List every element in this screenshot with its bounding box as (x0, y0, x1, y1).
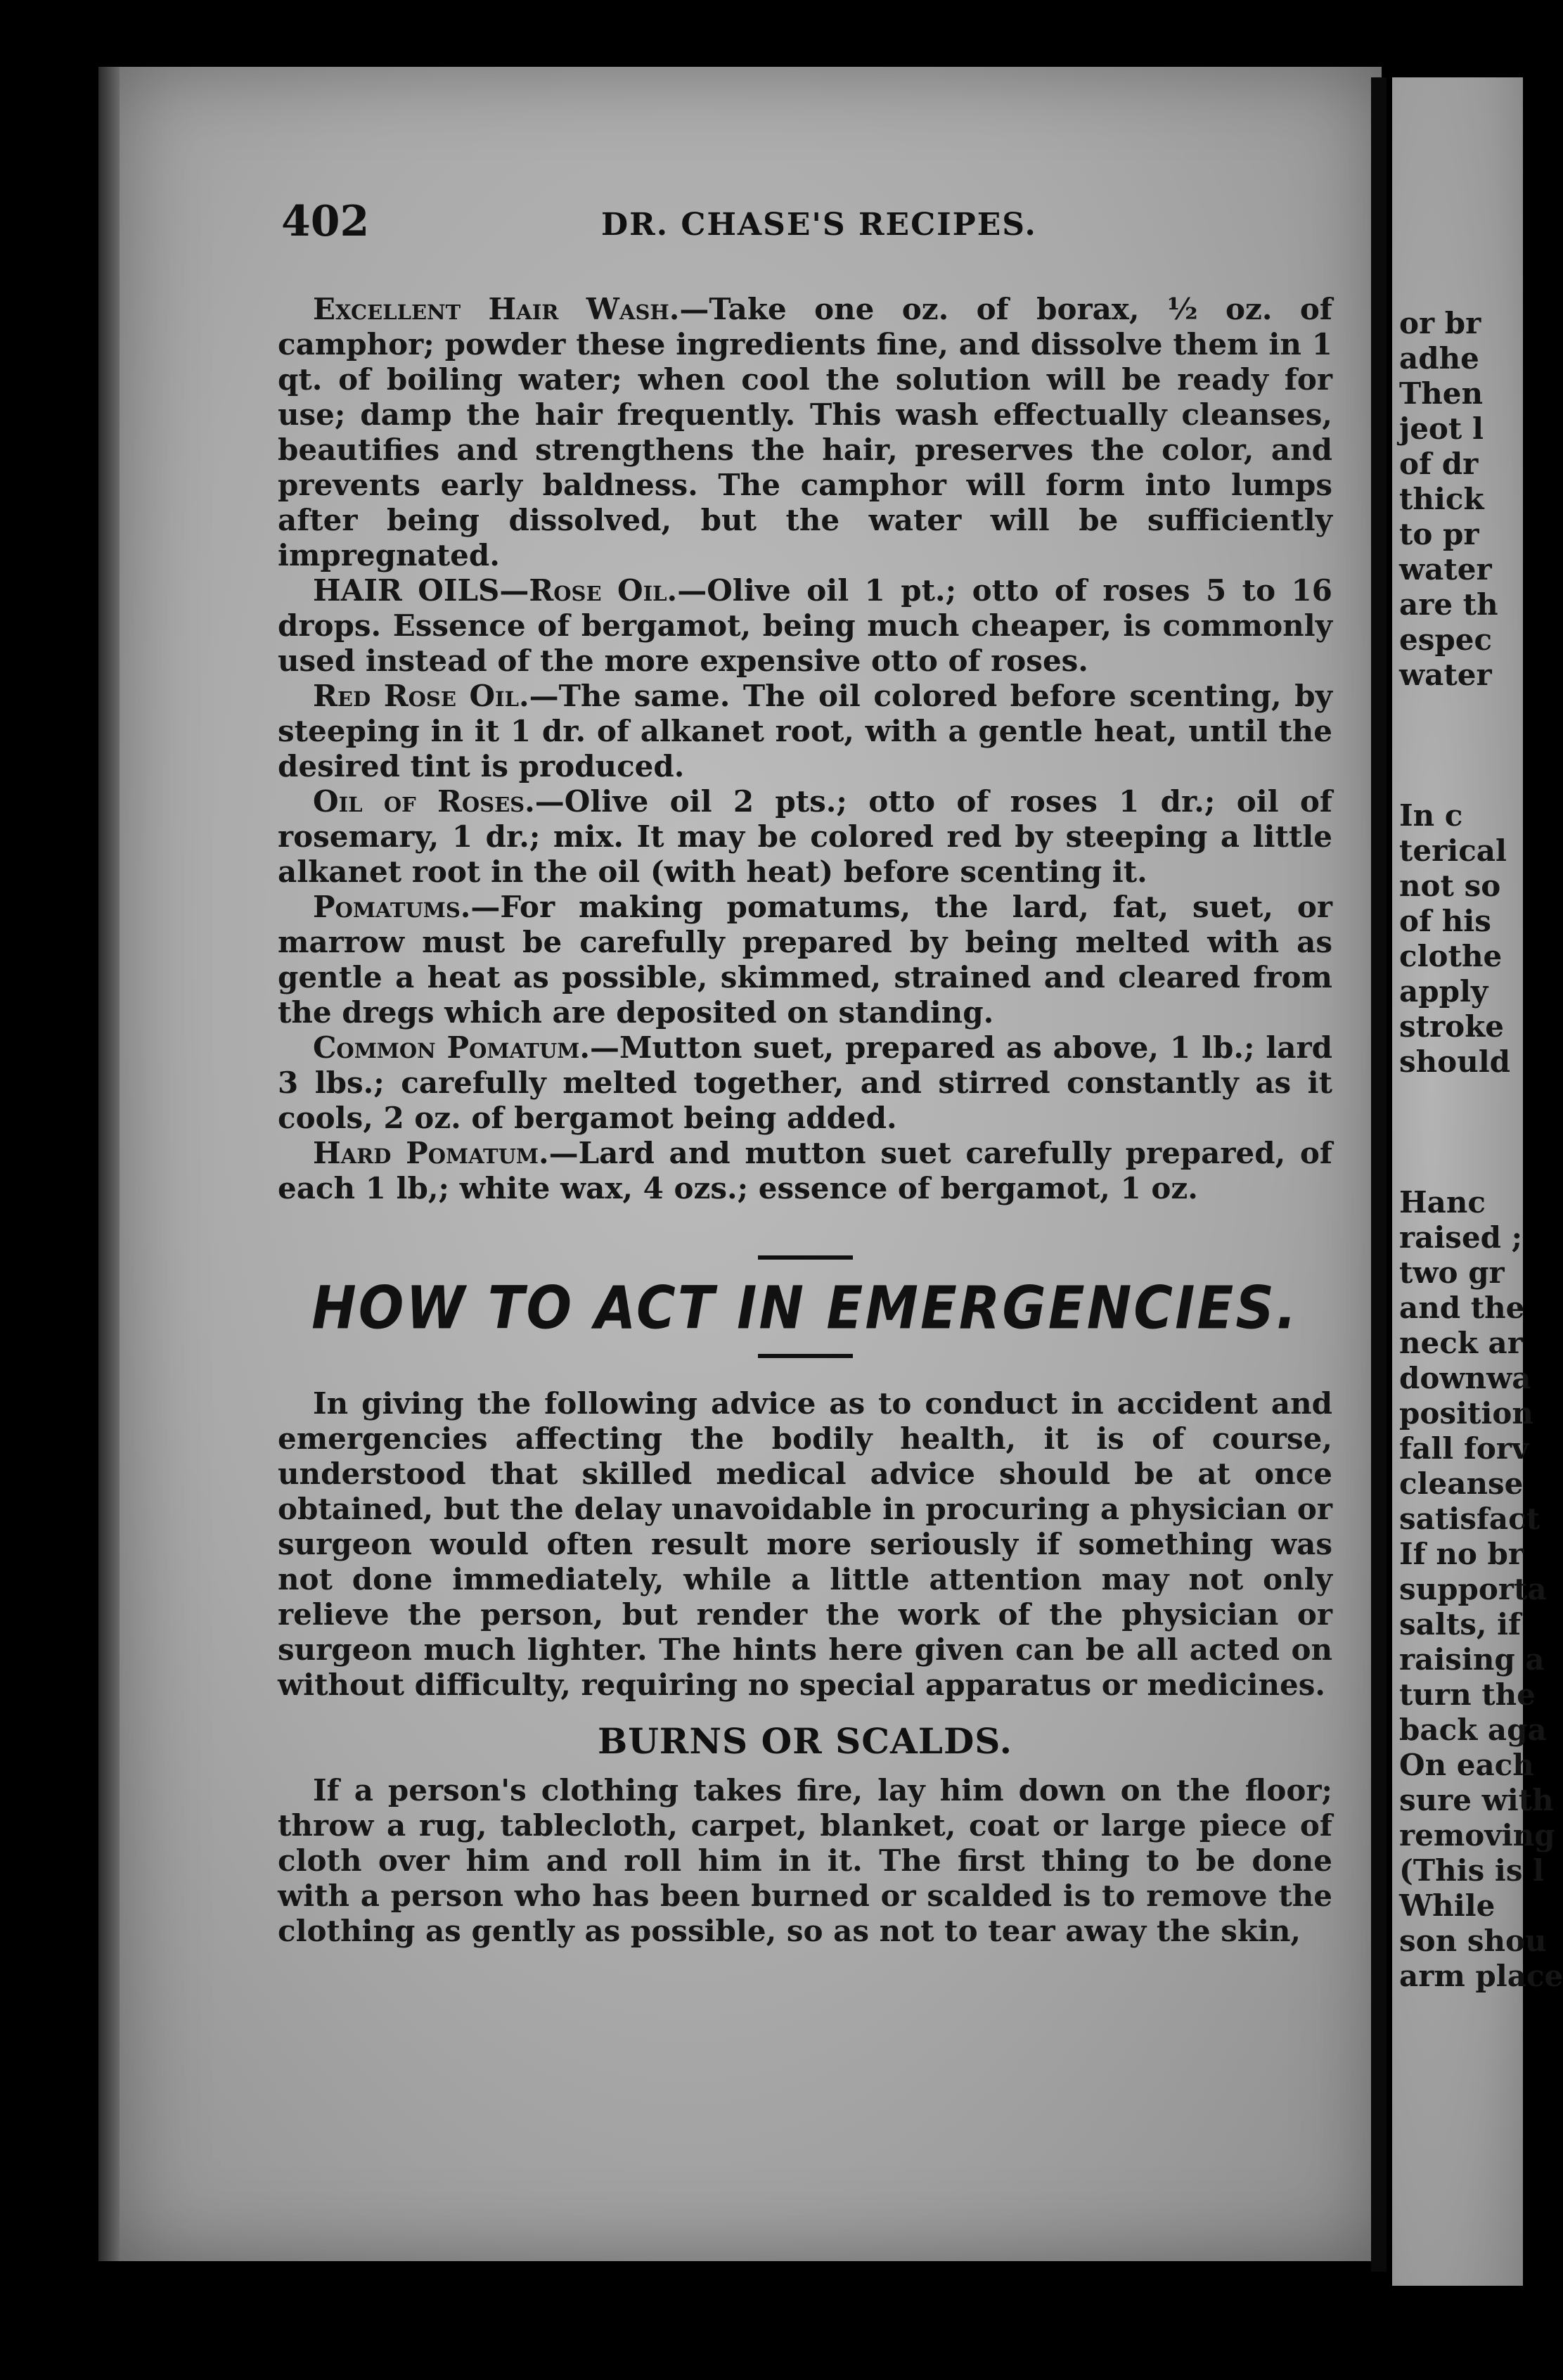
adjacent-line: Then (1399, 376, 1484, 411)
adjacent-line (1399, 693, 1523, 728)
recipe-paragraph (278, 890, 1332, 1030)
recipe-title: Red Rose Oil. (313, 679, 529, 713)
recipe-text: —The same. The oil colored before scenting, by steeping in it 1 dr. of alkanet root, with a gentle heat, until the desired tint is produced. (278, 679, 1332, 783)
adjacent-line: On each (1399, 1748, 1534, 1782)
adjacent-line (1399, 1080, 1523, 1115)
section-rule-top (758, 1255, 853, 1260)
adjacent-line: should (1399, 1044, 1511, 1079)
recipe-title: Hard Pomatum. (313, 1136, 549, 1170)
adjacent-line: of dr (1399, 447, 1479, 481)
adjacent-line: sure with (1399, 1783, 1554, 1817)
adjacent-line: cleanse (1399, 1466, 1524, 1501)
adjacent-line: jeot l (1399, 411, 1484, 446)
adjacent-line: are th (1399, 587, 1498, 622)
adjacent-line: neck ar (1399, 1326, 1523, 1360)
adjacent-line: In c (1399, 798, 1463, 833)
adjacent-line: While (1399, 1888, 1496, 1923)
adjacent-line: clothe (1399, 939, 1503, 973)
adjacent-line: adhe (1399, 341, 1479, 376)
page-body (278, 292, 1332, 1949)
recipe-text: —For making pomatums, the lard, fat, suet, or marrow must be carefully prepared by being melted with as gentle a heat as possible, skimmed, strained and cleared from the dregs which are deposited on standing. (278, 890, 1332, 1030)
recipe-paragraph (278, 1136, 1332, 1206)
adjacent-line: removing (1399, 1818, 1555, 1853)
recipe-paragraph (278, 679, 1332, 784)
recipe-text: —Take one oz. of borax, ½ oz. of camphor; powder these ingredients fine, and dissolve them in 1 qt. of boiling water; when cool the solution will be ready for use; damp the hair frequently. This wash effectually cleanses, beautifies and strengthens the hair, preserves the color, and prevents early baldness. The camphor will form into lumps after being dissolved, but the water will be sufficiently impregnated. (278, 292, 1332, 572)
adjacent-line: If no br (1399, 1537, 1524, 1571)
recipe-text: —Olive oil 2 pts.; otto of roses 1 dr.; oil of rosemary, 1 dr.; mix. It may be colored red by steeping a little alkanet root in the oil (with heat) before scenting it. (278, 784, 1332, 889)
adjacent-line (1399, 763, 1523, 798)
adjacent-line: (This is l (1399, 1853, 1545, 1888)
section-subheading: BURNS OR SCALDS. (597, 1720, 1013, 1762)
adjacent-line (1399, 1150, 1523, 1185)
page-edge-shadow (98, 67, 120, 2261)
adjacent-line: back aga (1399, 1713, 1547, 1747)
section-intro: In giving the following advice as to conduct in accident and emergencies affecting the bodily health, it is of course, understood that skilled medical advice should be at once obtained, but the delay unavoidable in procuring a physician or surgeon would often result more seriously if something was not done immediately, while a little attention may not only relieve the person, but render the work of the physician or surgeon much lighter. The hints here given can be all acted on without difficulty, requiring no special apparatus or medicines. (278, 1386, 1332, 1702)
adjacent-line: apply (1399, 974, 1488, 1009)
adjacent-line: supporta (1399, 1572, 1547, 1606)
adjacent-line: turn the (1399, 1677, 1536, 1712)
adjacent-line: water (1399, 552, 1492, 587)
recipe-title: —Rose Oil. (499, 573, 678, 608)
adjacent-line: not so (1399, 869, 1501, 903)
adjacent-line: and the (1399, 1291, 1525, 1325)
adjacent-line: two gr (1399, 1255, 1505, 1290)
recipe-title: Oil of Roses. (313, 784, 535, 819)
adjacent-line: position (1399, 1396, 1533, 1431)
adjacent-line: thick (1399, 482, 1484, 516)
adjacent-line: to pr (1399, 517, 1479, 551)
adjacent-line: or br (1399, 306, 1481, 340)
recipe-title: Common Pomatum. (313, 1030, 590, 1065)
recipe-paragraph (278, 784, 1332, 890)
adjacent-line (1399, 728, 1523, 763)
adjacent-line: satisfact (1399, 1502, 1541, 1536)
gutter-divider (1371, 77, 1387, 2272)
adjacent-line: Hanc (1399, 1185, 1486, 1220)
adjacent-line: raising a (1399, 1642, 1545, 1677)
recipe-title: Excellent Hair Wash. (313, 292, 680, 326)
recipe-title: Pomatums. (313, 890, 471, 924)
recipe-text: —Olive oil 1 pt.; otto of roses 5 to 16 drops. Essence of bergamot, being much cheaper, is commonly used instead of the more expensive otto of roses. (278, 573, 1332, 678)
adjacent-line: raised ; (1399, 1220, 1523, 1255)
recipe-paragraph (278, 1030, 1332, 1136)
recipe-heading: HAIR OILS (313, 573, 500, 608)
adjacent-line: espec (1399, 622, 1493, 657)
recipe-text: —Lard and mutton suet carefully prepared, of each 1 lb,; white wax, 4 ozs.; essence of bergamot, 1 oz. (278, 1136, 1332, 1205)
recipe-paragraph (278, 573, 1332, 679)
adjacent-line: stroke (1399, 1009, 1505, 1044)
adjacent-line (1399, 1115, 1523, 1150)
running-head: DR. CHASE'S RECIPES. (601, 207, 1037, 243)
adjacent-line: arm place (1399, 1959, 1563, 1993)
adjacent-line: water (1399, 658, 1492, 692)
page-number: 402 (281, 197, 370, 246)
recipe-text: —Mutton suet, prepared as above, 1 lb.; lard 3 lbs.; carefully melted together, and stirred constantly as it cools, 2 oz. of bergamot being added. (278, 1030, 1332, 1135)
page-header (281, 197, 1336, 260)
adjacent-line: terical (1399, 833, 1507, 868)
adjacent-line: fall forv (1399, 1431, 1529, 1466)
section-title: HOW TO ACT IN EMERGENCIES. (311, 1273, 1299, 1343)
adjacent-line: salts, if (1399, 1607, 1522, 1642)
adjacent-line: son shou (1399, 1924, 1547, 1958)
adjacent-line: of his (1399, 904, 1491, 938)
recipe-paragraph (278, 292, 1332, 573)
adjacent-line: downwa (1399, 1361, 1531, 1395)
burns-paragraph: If a person's clothing takes fire, lay him down on the floor; throw a rug, tablecloth, carpet, blanket, coat or large piece of cloth over him and roll him in it. The first thing to be done with a person who has been burned or scalded is to remove the clothing as gently as possible, so as not to tear away the skin, (278, 1773, 1332, 1948)
adjacent-page-column (1399, 306, 1563, 1994)
